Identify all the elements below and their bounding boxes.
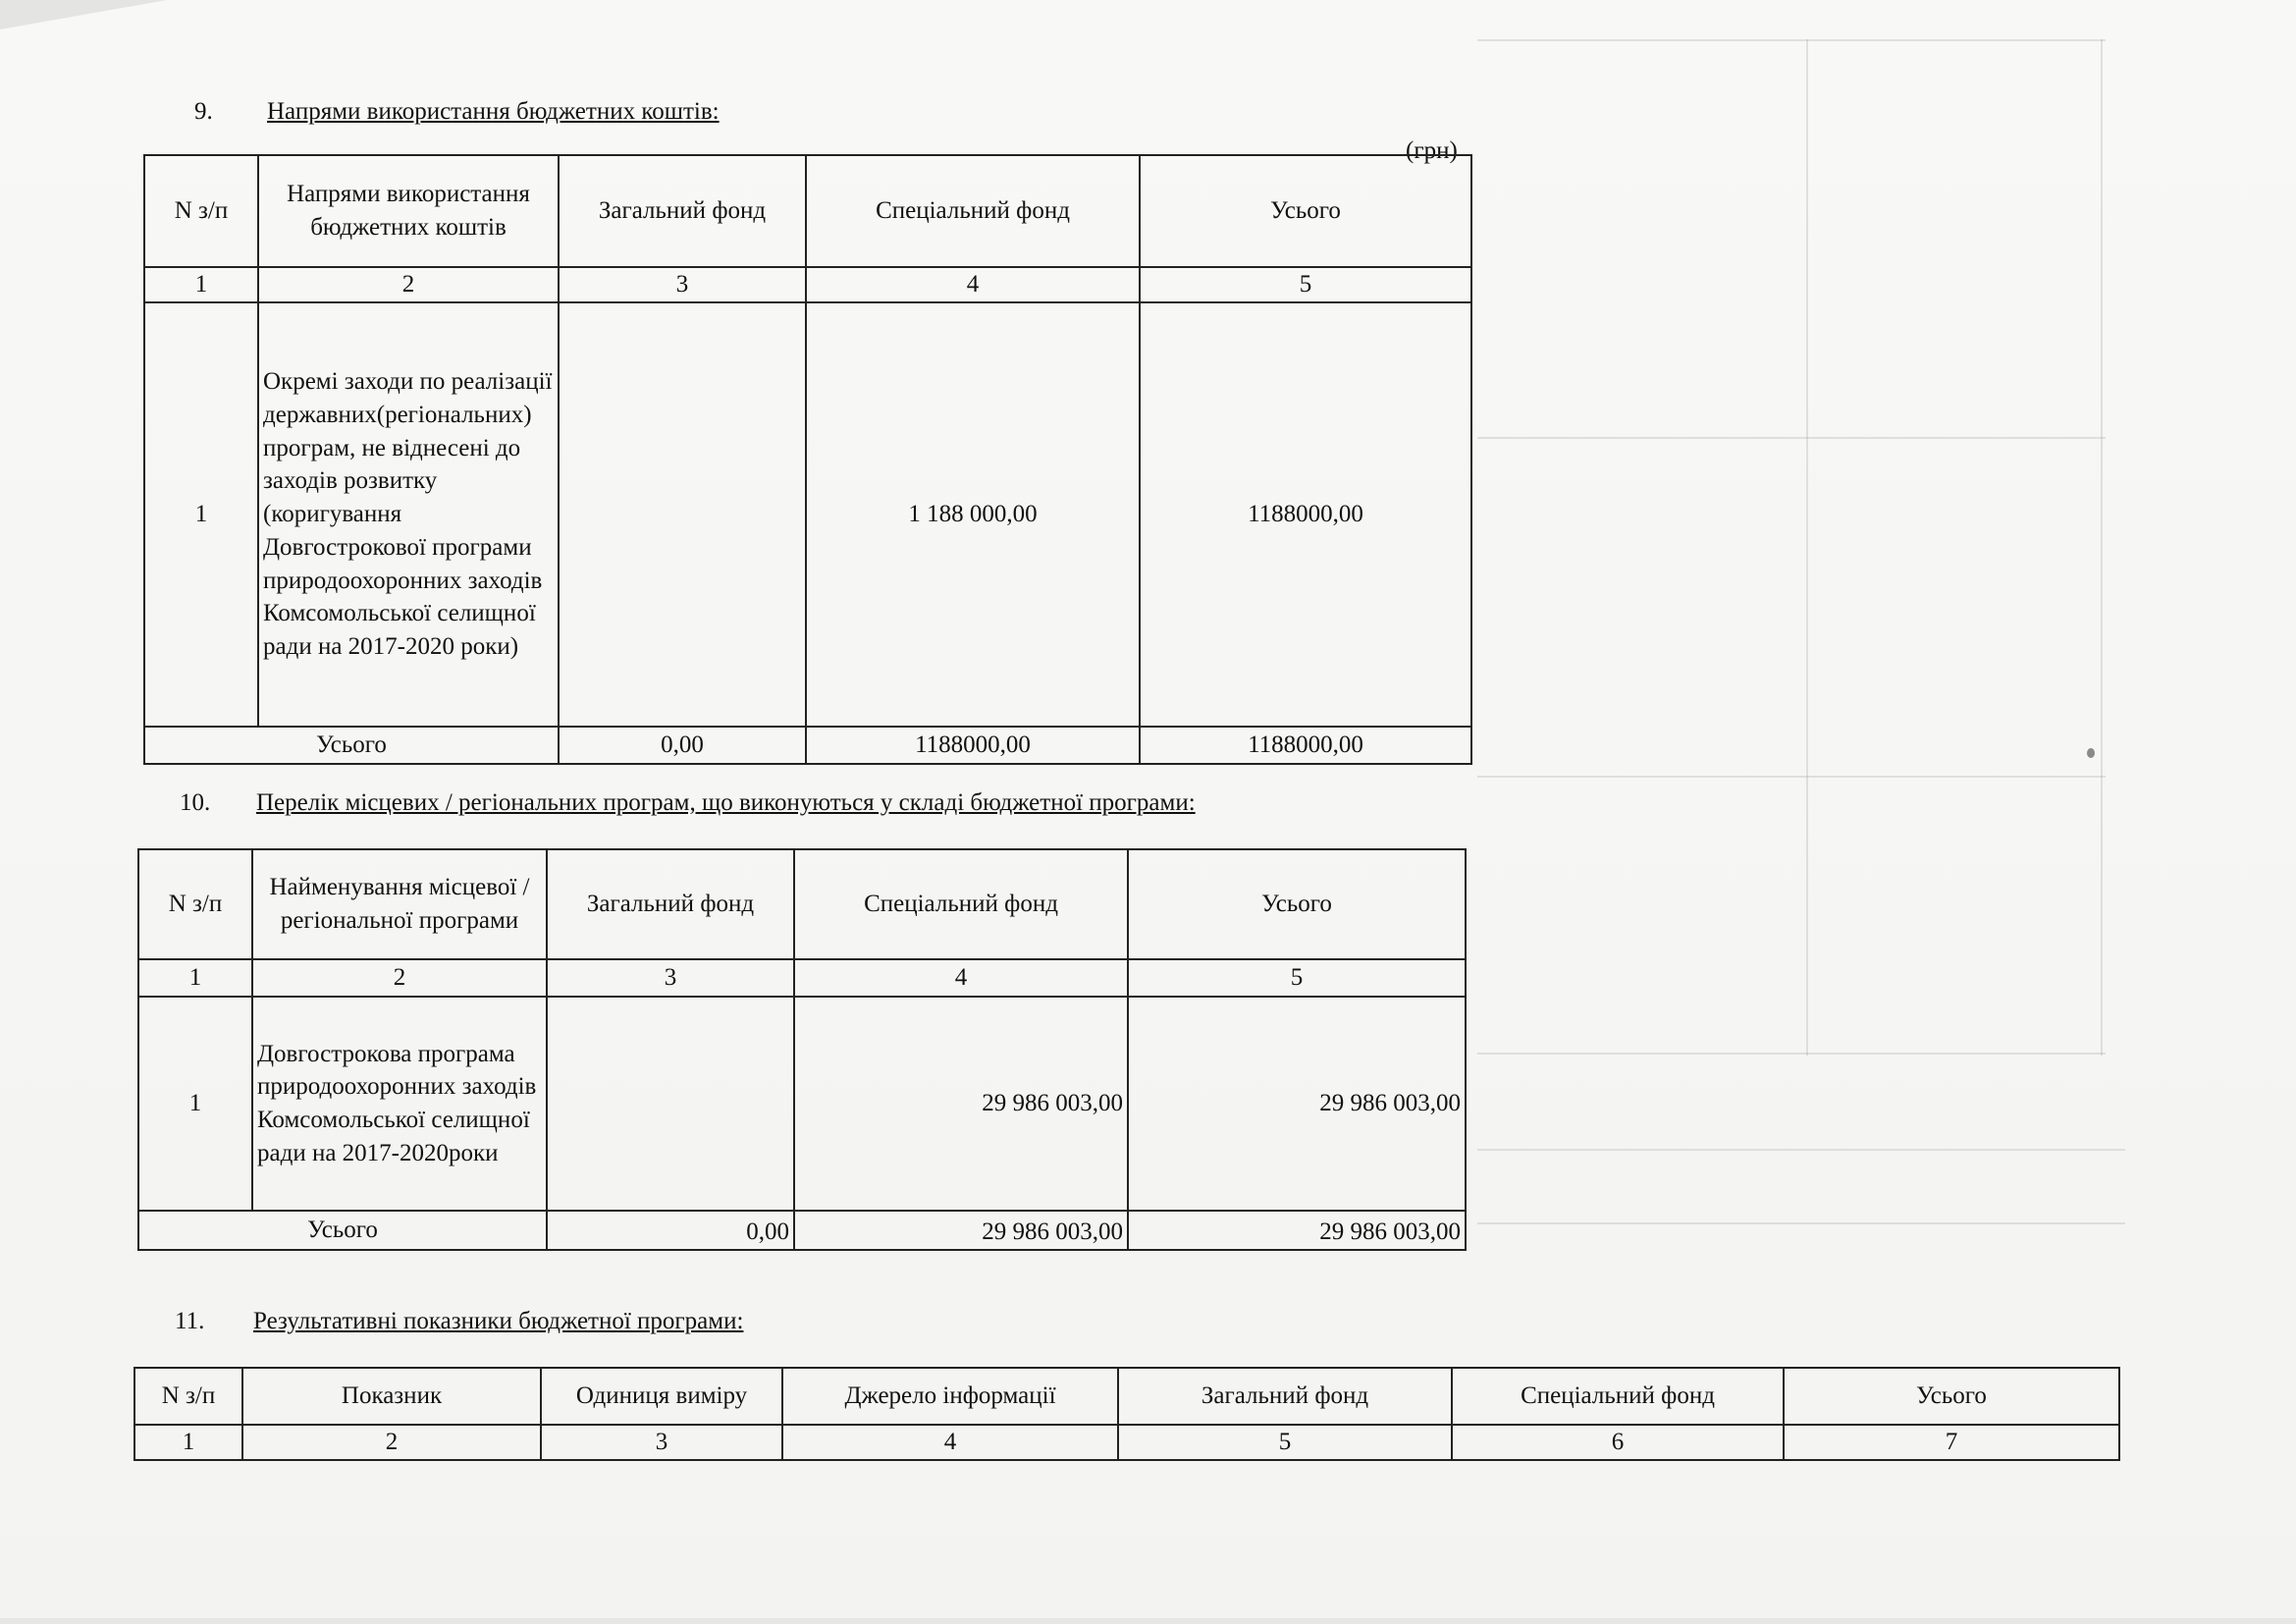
section-number: 11. bbox=[175, 1308, 205, 1334]
column-number: 3 bbox=[547, 959, 794, 997]
header-cell: Джерело інформації bbox=[782, 1368, 1118, 1425]
column-number: 3 bbox=[541, 1425, 782, 1460]
header-cell: Усього bbox=[1140, 155, 1471, 267]
column-number: 4 bbox=[794, 959, 1128, 997]
row-number: 1 bbox=[144, 302, 258, 727]
bleed-through-line bbox=[2101, 39, 2103, 1056]
column-number: 5 bbox=[1128, 959, 1466, 997]
page-bottom-edge bbox=[0, 1618, 2296, 1624]
column-number: 6 bbox=[1452, 1425, 1784, 1460]
total-row bbox=[144, 727, 1471, 764]
row-number: 1 bbox=[138, 997, 252, 1211]
program-name: Довгострокова програма природоохоронних заходів Комсомольської селищної ради на 2017-2020роки bbox=[252, 997, 547, 1211]
column-number: 2 bbox=[252, 959, 547, 997]
header-cell: Показник bbox=[242, 1368, 541, 1425]
total-sum: 29 986 003,00 bbox=[1128, 1211, 1466, 1250]
bleed-through-line bbox=[1477, 437, 2106, 439]
total-sum: 1188000,00 bbox=[1140, 727, 1471, 764]
header-cell: Спеціальний фонд bbox=[794, 849, 1128, 959]
table-row bbox=[144, 302, 1471, 727]
header-cell: Загальний фонд bbox=[559, 155, 806, 267]
column-number: 3 bbox=[559, 267, 806, 302]
section-9-heading bbox=[194, 98, 1078, 132]
bleed-through-line bbox=[1477, 39, 2106, 41]
column-number-row bbox=[138, 959, 1466, 997]
total-label: Усього bbox=[144, 727, 559, 764]
section-10-heading bbox=[180, 789, 1456, 823]
header-cell: N з/п bbox=[138, 849, 252, 959]
bleed-through-line bbox=[1477, 776, 2106, 778]
general-fund-value bbox=[559, 302, 806, 727]
total-row bbox=[138, 1211, 1466, 1250]
folded-corner bbox=[0, 0, 167, 29]
table-header-row bbox=[144, 155, 1471, 267]
column-number-row bbox=[134, 1425, 2119, 1460]
general-fund-value bbox=[547, 997, 794, 1211]
total-label: Усього bbox=[138, 1211, 547, 1250]
total-general-fund: 0,00 bbox=[547, 1211, 794, 1250]
total-value: 1188000,00 bbox=[1140, 302, 1471, 727]
column-number: 4 bbox=[806, 267, 1140, 302]
section-number: 9. bbox=[194, 98, 213, 125]
section-title: Напрями використання бюджетних коштів: bbox=[267, 98, 720, 125]
header-cell: Найменування місцевої / регіональної програми bbox=[252, 849, 547, 959]
header-cell: Усього bbox=[1784, 1368, 2119, 1425]
table-header-row bbox=[138, 849, 1466, 959]
column-number-row bbox=[144, 267, 1471, 302]
total-general-fund: 0,00 bbox=[559, 727, 806, 764]
header-cell: N з/п bbox=[134, 1368, 242, 1425]
header-cell: Загальний фонд bbox=[547, 849, 794, 959]
special-fund-value: 1 188 000,00 bbox=[806, 302, 1140, 727]
column-number: 1 bbox=[134, 1425, 242, 1460]
bleed-through-line bbox=[1477, 1149, 2125, 1151]
performance-indicators-table bbox=[133, 1367, 2120, 1461]
special-fund-value: 29 986 003,00 bbox=[794, 997, 1128, 1211]
section-11-heading bbox=[175, 1308, 1058, 1341]
column-number: 7 bbox=[1784, 1425, 2119, 1460]
column-number: 5 bbox=[1140, 267, 1471, 302]
bleed-through-line bbox=[1477, 1222, 2125, 1224]
header-cell: Одиниця виміру bbox=[541, 1368, 782, 1425]
header-cell: Загальний фонд bbox=[1118, 1368, 1452, 1425]
header-cell: Напрями використання бюджетних коштів bbox=[258, 155, 559, 267]
column-number: 1 bbox=[144, 267, 258, 302]
column-number: 5 bbox=[1118, 1425, 1452, 1460]
total-value: 29 986 003,00 bbox=[1128, 997, 1466, 1211]
header-cell: Спеціальний фонд bbox=[806, 155, 1140, 267]
column-number: 1 bbox=[138, 959, 252, 997]
table-header-row bbox=[134, 1368, 2119, 1425]
total-special-fund: 1188000,00 bbox=[806, 727, 1140, 764]
header-cell: N з/п bbox=[144, 155, 258, 267]
local-programs-table bbox=[137, 848, 1467, 1251]
section-number: 10. bbox=[180, 789, 211, 816]
column-number: 2 bbox=[258, 267, 559, 302]
section-title: Перелік місцевих / регіональних програм, що виконуються у складі бюджетної програми: bbox=[256, 789, 1196, 816]
direction-name: Окремі заходи по реалізації державних(регіональних) програм, не віднесені до заходів розвитку (коригування Довгострокової програми природоохоронних заходів Комсомольської селищної ради на 2017-2020 роки) bbox=[258, 302, 559, 727]
section-title: Результативні показники бюджетної програми: bbox=[253, 1308, 744, 1334]
total-special-fund: 29 986 003,00 bbox=[794, 1211, 1128, 1250]
header-cell: Усього bbox=[1128, 849, 1466, 959]
ink-speck bbox=[2087, 748, 2095, 758]
header-cell: Спеціальний фонд bbox=[1452, 1368, 1784, 1425]
currency-unit: (грн) bbox=[1406, 137, 1458, 164]
budget-directions-table bbox=[143, 154, 1472, 765]
table-row bbox=[138, 997, 1466, 1211]
column-number: 4 bbox=[782, 1425, 1118, 1460]
bleed-through-line bbox=[1477, 1053, 2106, 1055]
column-number: 2 bbox=[242, 1425, 541, 1460]
bleed-through-line bbox=[1806, 39, 1808, 1056]
